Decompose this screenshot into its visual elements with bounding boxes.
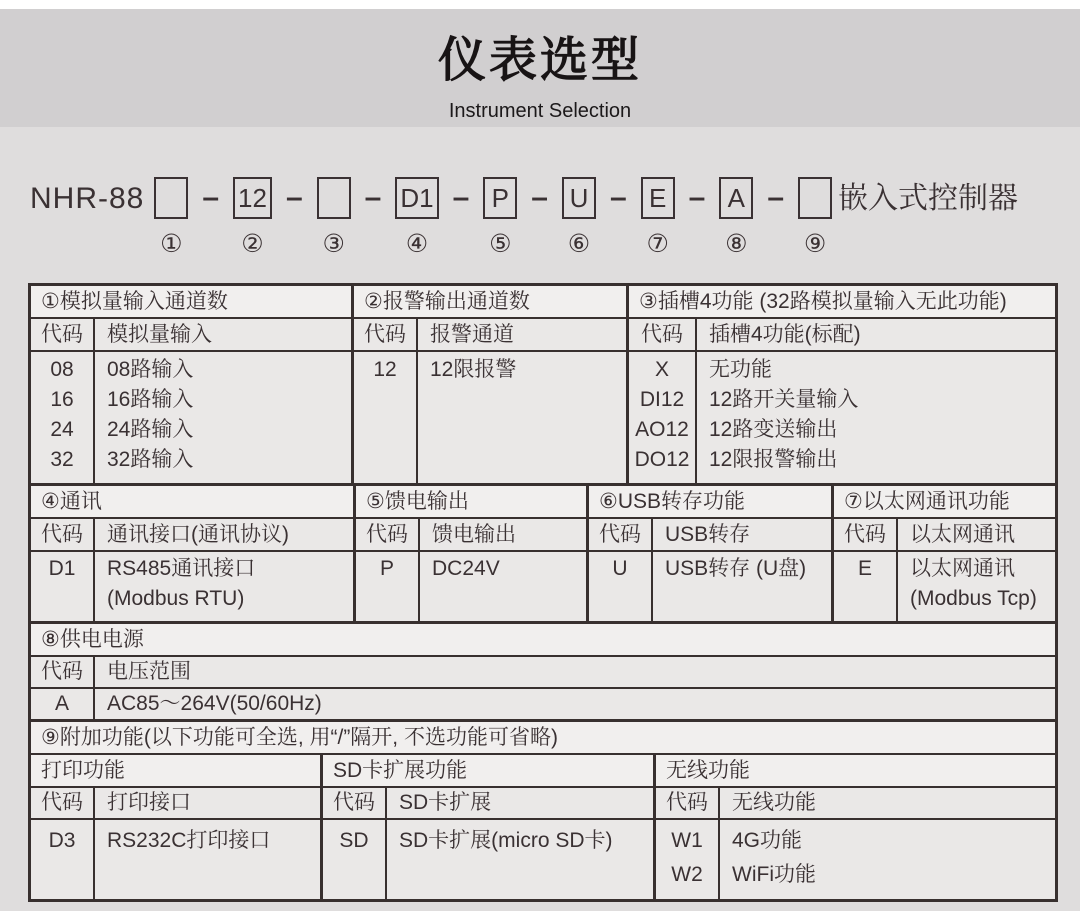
model-box-2: 12 — [233, 177, 272, 219]
code-header-cell: 代码 — [31, 657, 93, 687]
header-row — [356, 519, 586, 550]
data-row — [31, 352, 351, 483]
code-cell — [834, 552, 896, 621]
section-analog-input-channels — [31, 286, 351, 483]
model-number-7: ⑦ — [646, 230, 669, 258]
desc-line: 08路输入 — [107, 358, 194, 381]
code-cell — [656, 820, 718, 899]
desc-line: DC24V — [432, 557, 500, 580]
band-2 — [31, 486, 1055, 621]
section-usb-transfer — [589, 486, 831, 621]
section-ethernet — [834, 486, 1055, 621]
model-slot-3 — [317, 177, 351, 259]
model-number-3: ③ — [322, 230, 345, 258]
header-row — [834, 519, 1055, 550]
label-header-cell: 报警通道 — [418, 319, 626, 350]
data-row — [323, 820, 653, 899]
desc-line: USB转存 (U盘) — [665, 557, 807, 580]
code-header-cell: 代码 — [31, 788, 93, 818]
model-box-9 — [798, 177, 832, 219]
desc-line: 12限报警输出 — [709, 448, 838, 471]
desc-line: (Modbus Tcp) — [910, 587, 1037, 610]
desc-cell — [387, 820, 653, 899]
code-line: D3 — [48, 829, 76, 852]
model-dash: – — [688, 181, 706, 214]
model-box-8: A — [719, 177, 753, 219]
label-header-cell: SD卡扩展 — [387, 788, 653, 818]
code-header-cell: 代码 — [323, 788, 385, 818]
desc-line: RS232C打印接口 — [107, 829, 271, 852]
desc-line: 4G功能 — [732, 829, 803, 852]
code-cell — [354, 352, 416, 483]
code-cell — [31, 552, 93, 621]
section-title: ①模拟量输入通道数 — [31, 286, 351, 317]
desc-cell — [720, 820, 1055, 899]
desc-line: 以太网通讯 — [910, 557, 1015, 580]
model-slot-5 — [483, 177, 517, 259]
band-4 section-additional-functions — [31, 722, 1055, 899]
model-slot-7 — [641, 177, 675, 259]
desc-line: 12限报警 — [430, 358, 517, 381]
label-header-cell: 打印接口 — [95, 788, 320, 818]
data-row — [31, 820, 320, 899]
model-dash: – — [767, 181, 785, 214]
desc-cell — [95, 552, 353, 621]
data-row — [356, 552, 586, 621]
section-title: ③插槽4功能 (32路模拟量输入无此功能) — [629, 286, 1055, 317]
code-cell — [31, 820, 93, 899]
model-dash: – — [609, 181, 627, 214]
data-row — [629, 352, 1055, 483]
code-line: SD — [339, 829, 369, 852]
label-header-cell: 无线功能 — [720, 788, 1055, 818]
section-communication — [31, 486, 353, 621]
additional-subsections — [31, 755, 1055, 899]
code-line: E — [857, 557, 872, 580]
desc-line: 无功能 — [709, 358, 772, 381]
model-box-3 — [317, 177, 351, 219]
model-dash: – — [452, 181, 470, 214]
code-cell — [356, 552, 418, 621]
code-cell — [31, 689, 93, 719]
label-header-cell: USB转存 — [653, 519, 831, 550]
desc-cell — [697, 352, 1055, 483]
data-row — [589, 552, 831, 621]
top-white-strip — [0, 0, 1080, 9]
model-prefix: NHR-88 — [30, 182, 145, 215]
data-row — [834, 552, 1055, 621]
code-line: AO12 — [635, 418, 689, 441]
section-sdcard-expansion — [323, 755, 653, 899]
code-header-cell: 代码 — [31, 319, 93, 350]
desc-cell — [95, 689, 1055, 719]
section-title: ⑧供电电源 — [31, 624, 1055, 655]
model-number-6: ⑥ — [567, 230, 591, 258]
data-row — [31, 689, 1055, 719]
code-line: 24 — [50, 418, 74, 441]
desc-line: SD卡扩展(micro SD卡) — [399, 829, 613, 852]
label-header-cell: 电压范围 — [95, 657, 1055, 687]
model-slot-2 — [233, 177, 272, 259]
title-band — [0, 9, 1080, 127]
model-number-4: ④ — [405, 230, 429, 258]
model-box-7: E — [641, 177, 675, 219]
model-number-2: ② — [241, 230, 264, 258]
code-line: DI12 — [639, 388, 685, 411]
code-cell — [323, 820, 385, 899]
label-header-cell: 模拟量输入 — [95, 319, 351, 350]
data-row — [354, 352, 626, 483]
code-line: W1 — [671, 829, 703, 852]
desc-cell — [95, 352, 351, 483]
model-dash: – — [202, 181, 220, 214]
code-line: DO12 — [634, 448, 690, 471]
code-line: X — [654, 358, 669, 381]
model-slot-6 — [562, 177, 596, 259]
section-power-feed-output — [356, 486, 586, 621]
desc-line: (Modbus RTU) — [107, 587, 245, 610]
code-line: U — [612, 557, 628, 580]
section-title: ⑨附加功能(以下功能可全选, 用“/”隔开, 不选功能可省略) — [31, 722, 1055, 753]
section-alarm-output-channels — [354, 286, 626, 483]
desc-line: 16路输入 — [107, 388, 194, 411]
code-cell — [629, 352, 695, 483]
code-line: W2 — [671, 863, 703, 886]
header-row — [589, 519, 831, 550]
model-slot-1 — [154, 177, 188, 259]
page-subtitle: Instrument Selection — [448, 100, 632, 122]
code-header-cell: 代码 — [629, 319, 695, 350]
desc-cell — [418, 352, 626, 483]
code-line: D1 — [48, 557, 76, 580]
section-title: ⑤馈电输出 — [356, 486, 586, 517]
section-wireless-function — [656, 755, 1055, 899]
desc-cell — [420, 552, 586, 621]
section-title: ⑦以太网通讯功能 — [834, 486, 1055, 517]
model-box-1 — [154, 177, 188, 219]
code-cell — [589, 552, 651, 621]
model-number-1: ① — [160, 230, 183, 258]
code-line: 08 — [50, 358, 74, 381]
header-row — [656, 788, 1055, 818]
code-header-cell: 代码 — [31, 519, 93, 550]
data-row — [656, 820, 1055, 899]
desc-line: RS485通讯接口 — [107, 557, 256, 580]
code-line: P — [379, 557, 394, 580]
section-slot4-function — [629, 286, 1055, 483]
code-header-cell: 代码 — [834, 519, 896, 550]
code-line: 16 — [50, 388, 74, 411]
band-1 — [31, 286, 1055, 483]
code-header-cell: 代码 — [656, 788, 718, 818]
desc-line: AC85～264V(50/60Hz) — [107, 692, 322, 715]
data-row — [31, 552, 353, 621]
header-row — [31, 657, 1055, 687]
code-header-cell: 代码 — [356, 519, 418, 550]
section-title: ②报警输出通道数 — [354, 286, 626, 317]
header-row — [31, 519, 353, 550]
code-line: 12 — [373, 358, 397, 381]
model-dash: – — [364, 181, 382, 214]
desc-line: 24路输入 — [107, 418, 194, 441]
model-slot-4 — [395, 177, 438, 259]
section-print-function — [31, 755, 320, 899]
code-line: 32 — [50, 448, 74, 471]
header-row — [31, 788, 320, 818]
band-3 section-power-supply — [31, 624, 1055, 719]
model-number-5: ⑤ — [489, 230, 512, 258]
desc-line: 12路变送输出 — [709, 418, 838, 441]
desc-line: WiFi功能 — [732, 863, 816, 886]
code-line: A — [54, 692, 69, 715]
model-number-9: ⑨ — [803, 230, 827, 258]
desc-cell — [898, 552, 1055, 621]
section-title: 打印功能 — [31, 755, 320, 786]
header-row — [354, 319, 626, 350]
label-header-cell: 馈电输出 — [420, 519, 586, 550]
label-header-cell: 以太网通讯 — [898, 519, 1055, 550]
model-box-5: P — [483, 177, 517, 219]
desc-cell — [653, 552, 831, 621]
section-title: ⑥USB转存功能 — [589, 486, 831, 517]
model-code-line — [30, 177, 1080, 259]
code-cell — [31, 352, 93, 483]
header-row — [629, 319, 1055, 350]
label-header-cell: 插槽4功能(标配) — [697, 319, 1055, 350]
header-row — [31, 319, 351, 350]
model-slot-9 — [798, 177, 832, 259]
desc-line: 32路输入 — [107, 448, 194, 471]
model-box-6: U — [562, 177, 596, 219]
model-dash: – — [531, 181, 548, 214]
model-number-8: ⑧ — [725, 230, 748, 258]
header-row — [323, 788, 653, 818]
section-title: SD卡扩展功能 — [323, 755, 653, 786]
model-suffix: 嵌入式控制器 — [838, 182, 1019, 215]
model-box-4: D1 — [395, 177, 438, 219]
section-title: 无线功能 — [656, 755, 1055, 786]
section-title: ④通讯 — [31, 486, 353, 517]
desc-line: 12路开关量输入 — [709, 388, 859, 411]
model-dash: – — [285, 181, 303, 214]
selection-table — [28, 283, 1058, 902]
model-slot-8 — [719, 177, 753, 259]
code-header-cell: 代码 — [354, 319, 416, 350]
desc-cell — [95, 820, 320, 899]
label-header-cell: 通讯接口(通讯协议) — [95, 519, 353, 550]
code-header-cell: 代码 — [589, 519, 651, 550]
page-title: 仪表选型 — [437, 34, 642, 87]
